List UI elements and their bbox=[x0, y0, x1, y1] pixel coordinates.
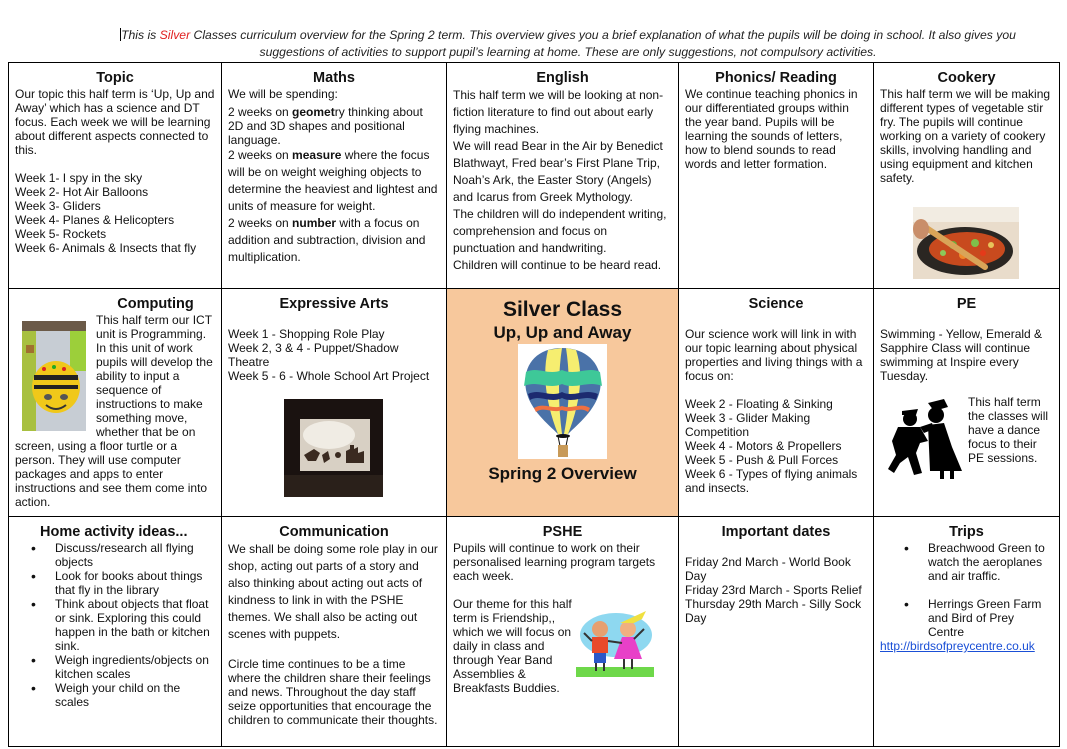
english-writing: The children will do independent writing, comprehension and focus on punctuation and handwriting. bbox=[453, 207, 667, 255]
overview-subtitle: Spring 2 Overview bbox=[488, 464, 637, 483]
important-date: Friday 2nd March - World Book Day bbox=[685, 555, 851, 583]
expressive-arts-week: Week 5 - 6 - Whole School Art Project bbox=[228, 369, 430, 383]
topic-body: Our topic this half term is ‘Up, Up and Away’ which has a science and DT focus. Each week we will be learning about different aspects connected to this. bbox=[15, 87, 215, 157]
home-activities-cell bbox=[8, 516, 222, 747]
phonics-title: Phonics/ Reading bbox=[715, 70, 837, 86]
hot-air-balloon-image bbox=[518, 344, 607, 459]
computing-body: This half term our ICT unit is Programming. In this unit of work pupils will develop the ability to input a sequence of instructions to make something move, whether that be on screen, using a floor turtle or a person. They will use computer packages and apps to enter instructions and see them come into action. bbox=[15, 313, 213, 509]
expressive-arts-week: Week 2, 3 & 4 - Puppet/Shadow Theatre bbox=[228, 341, 399, 369]
science-body: Our science work will link in with our topic learning about physical properties and living things with a focus on: bbox=[685, 327, 863, 383]
cookery-body: This half term we will be making different types of vegetable stir fry. The pupils will continue working on a variety of cookery skills, involving handling and using equipment and kitchen safety. bbox=[880, 87, 1051, 185]
maths-intro: We will be spending: bbox=[228, 87, 338, 101]
home-activities-title: Home activity ideas... bbox=[40, 524, 188, 540]
topic-week: Week 4- Planes & Helicopters bbox=[15, 213, 175, 227]
intro-text bbox=[88, 27, 1048, 61]
science-week: Week 2 - Floating & Sinking bbox=[685, 397, 833, 411]
phonics-cell bbox=[678, 62, 874, 289]
english-cell bbox=[446, 62, 679, 289]
important-date: Thursday 29th March - Silly Sock Day bbox=[685, 597, 862, 625]
trips-title: Trips bbox=[949, 524, 984, 540]
friends-drawing-image bbox=[576, 605, 654, 683]
science-week: Week 6 - Types of flying animals and insects. bbox=[685, 467, 858, 495]
pe-dance: This half term the classes will have a dance focus to their PE sessions. bbox=[968, 395, 1049, 465]
english-books: We will read Bear in the Air by Benedict Blathwayt, Fred bear’s First Plane Trip, Noah’s Ark, the Easter Story (Angels) and Icarus from Greek Mythology. bbox=[453, 139, 663, 204]
important-dates-title: Important dates bbox=[721, 524, 831, 540]
pshe-cell bbox=[446, 516, 679, 747]
center-title-cell bbox=[446, 288, 679, 517]
pshe-p2: Our theme for this half term is Friendship,, which we will focus on daily in class and through Year Band Assemblies & Breakfasts Buddies. bbox=[453, 597, 572, 695]
computing-cell bbox=[8, 288, 222, 517]
intro-class-name: Silver bbox=[159, 28, 191, 42]
topic-heading: Up, Up and Away bbox=[493, 323, 632, 342]
english-title: English bbox=[536, 70, 589, 86]
birds-of-prey-link[interactable]: http://birdsofpreycentre.co.uk bbox=[880, 639, 1035, 653]
science-week: Week 4 - Motors & Propellers bbox=[685, 439, 842, 453]
communication-cell bbox=[221, 516, 447, 747]
pe-swimming: Swimming - Yellow, Emerald & Sapphire Class will continue swimming at Inspire every Tuesday. bbox=[880, 327, 1043, 383]
dancers-icon bbox=[884, 397, 962, 479]
trips-cell bbox=[873, 516, 1060, 747]
communication-p1: We shall be doing some role play in our shop, acting out parts of a story and also thinking about acting out acts of kindness to link in with the PSHE themes. We shall also be acting out scenes with puppets. bbox=[228, 542, 438, 641]
science-week: Week 3 - Glider Making Competition bbox=[685, 411, 811, 439]
topic-title: Topic bbox=[96, 70, 134, 86]
home-activities-list bbox=[31, 541, 215, 709]
home-activity-item: • Weigh ingredients/objects on kitchen scales bbox=[31, 653, 215, 681]
topic-week: Week 1- I spy in the sky bbox=[15, 171, 143, 185]
topic-cell bbox=[8, 62, 222, 289]
computing-title: Computing bbox=[117, 296, 194, 312]
home-activity-item: • Weigh your child on the scales bbox=[31, 681, 215, 709]
cookery-title: Cookery bbox=[937, 70, 996, 86]
maths-geometry: 2 weeks on geometry thinking about 2D and 3D shapes and positional language. bbox=[228, 105, 423, 147]
pe-cell bbox=[873, 288, 1060, 517]
communication-title: Communication bbox=[279, 524, 389, 540]
maths-number: 2 weeks on number with a focus on addition and subtraction, division and multiplication. bbox=[228, 216, 426, 264]
expressive-arts-week: Week 1 - Shopping Role Play bbox=[228, 327, 385, 341]
trip-item: • Herrings Green Farm and Bird of Prey Centre bbox=[904, 597, 1053, 639]
maths-cell bbox=[221, 62, 447, 289]
science-week: Week 5 - Push & Pull Forces bbox=[685, 453, 839, 467]
phonics-body: We continue teaching phonics in our differentiated groups within the year band. Pupils will be learning the sounds of letters, how to blend sounds to read words and letter formation. bbox=[685, 87, 858, 171]
pshe-title: PSHE bbox=[542, 524, 583, 540]
communication-p2: Circle time continues to be a time where the children share their feelings and news. Throughout the day staff seize opportunities that encourage the children to communicate their thoughts. bbox=[228, 657, 438, 727]
important-dates-cell bbox=[678, 516, 874, 747]
topic-week: Week 5- Rockets bbox=[15, 227, 107, 241]
english-reading: Children will continue to be heard read. bbox=[453, 258, 662, 272]
science-title: Science bbox=[748, 296, 804, 312]
topic-week: Week 6- Animals & Insects that fly bbox=[15, 241, 197, 255]
intro-rest: Classes curriculum overview for the Spring 2 term. This overview gives you a brief explanation of what the pupils will be doing in school. It also gives you suggestions of activities to support pupil’s learning at home. These are only suggestions, not compulsory activities. bbox=[190, 28, 1016, 59]
cookery-cell bbox=[873, 62, 1060, 289]
shadow-puppet-theatre-image bbox=[284, 399, 383, 497]
topic-weeks bbox=[15, 171, 215, 255]
expressive-arts-cell bbox=[221, 288, 447, 517]
trips-list bbox=[880, 541, 1053, 583]
trips-list-2 bbox=[880, 597, 1053, 639]
pe-title: PE bbox=[956, 296, 977, 312]
home-activity-item: • Think about objects that float or sink. Exploring this could happen in the bath or kitchen sink. bbox=[31, 597, 215, 653]
maths-measure: 2 weeks on measure where the focus will be on weight weighing objects to determine the heaviest and lightest and units of measure for weight. bbox=[228, 148, 438, 213]
important-date: Friday 23rd March - Sports Relief bbox=[685, 583, 862, 597]
expressive-arts-title: Expressive Arts bbox=[279, 296, 389, 312]
trip-item: • Breachwood Green to watch the aeroplanes and air traffic. bbox=[904, 541, 1053, 583]
pshe-p1: Pupils will continue to work on their personalised learning program targets each week. bbox=[453, 541, 656, 583]
english-body: This half term we will be looking at non-fiction literature to find out about early flying machines. bbox=[453, 88, 664, 136]
topic-week: Week 3- Gliders bbox=[15, 199, 101, 213]
topic-week: Week 2- Hot Air Balloons bbox=[15, 185, 149, 199]
intro-prefix: This is bbox=[121, 28, 160, 42]
science-cell bbox=[678, 288, 874, 517]
maths-title: Maths bbox=[313, 70, 355, 86]
class-title: Silver Class bbox=[502, 298, 623, 321]
stir-fry-image bbox=[913, 207, 1019, 279]
home-activity-item: • Look for books about things that fly in the library bbox=[31, 569, 215, 597]
bee-bot-image bbox=[22, 321, 86, 431]
home-activity-item: • Discuss/research all flying objects bbox=[31, 541, 215, 569]
